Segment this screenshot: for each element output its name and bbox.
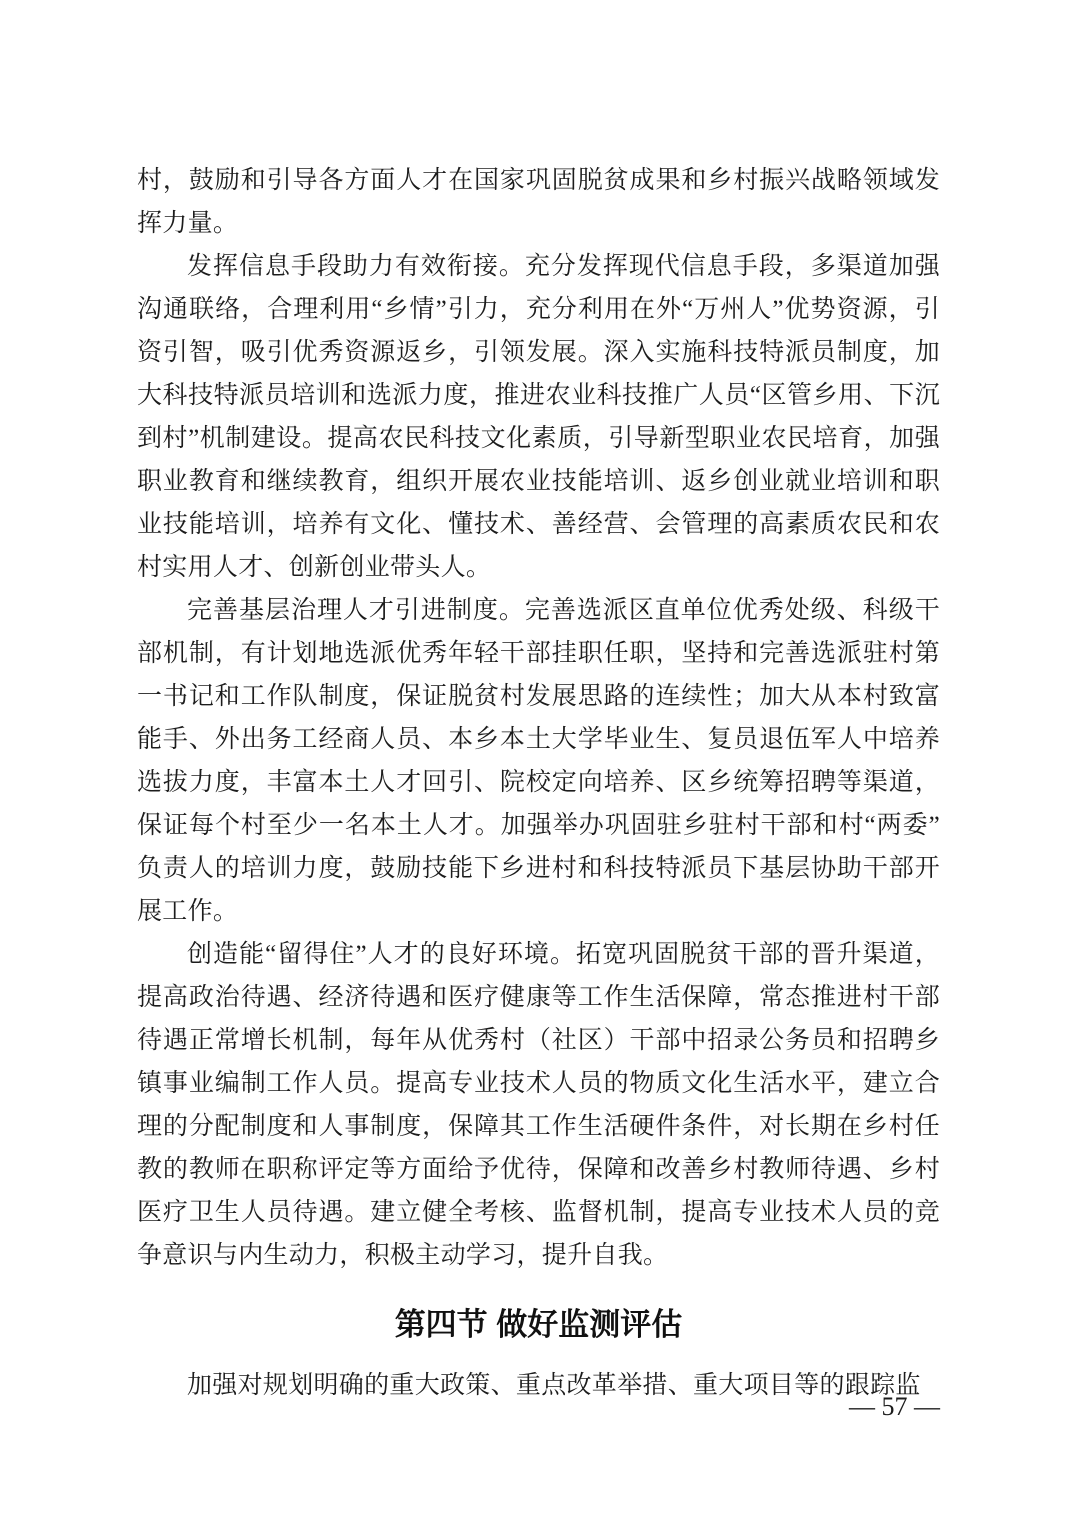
text-block — [137, 159, 940, 1407]
body-paragraph-grassroots-talent: 完善基层治理人才引进制度。完善选派区直单位优秀处级、科级干部机制，有计划地选派优秀年轻干部挂职任职，坚持和完善选派驻村第一书记和工作队制度，保证脱贫村发展思路的连续性；加大从本村致富能手、外出务工经商人员、本乡本土大学毕业生、复员退伍军人中培养选拔力度，丰富本土人才回引、院校定向培养、区乡统筹招聘等渠道，保证每个村至少一名本土人才。加强举办巩固驻乡驻村干部和村“两委”负责人的培训力度，鼓励技能下乡进村和科技特派员下基层协助干部开展工作。 — [137, 597, 940, 925]
body-paragraph-continuation: 村，鼓励和引导各方面人才在国家巩固脱贫成果和乡村振兴战略领域发挥力量。 — [137, 167, 940, 237]
body-paragraph-monitoring: 加强对规划明确的重大政策、重点改革举措、重大项目等的跟踪监 — [187, 1372, 921, 1399]
body-paragraph-retain-talent: 创造能“留得住”人才的良好环境。拓宽巩固脱贫干部的晋升渠道，提高政治待遇、经济待遇和医疗健康等工作生活保障，常态推进村干部待遇正常增长机制，每年从优秀村（社区）干部中招录公务员和招聘乡镇事业编制工作人员。提高专业技术人员的物质文化生活水平，建立合理的分配制度和人事制度，保障其工作生活硬件条件，对长期在乡村任教的教师在职称评定等方面给予优待，保障和改善乡村教师待遇、乡村医疗卫生人员待遇。建立健全考核、监督机制，提高专业技术人员的竞争意识与内生动力，积极主动学习，提升自我。 — [137, 941, 940, 1269]
section-heading: 第四节 做好监测评估 — [394, 1307, 683, 1342]
page-number: — 57 — — [849, 1392, 940, 1421]
body-paragraph-information-means: 发挥信息手段助力有效衔接。充分发挥现代信息手段，多渠道加强沟通联络，合理利用“乡情”引力，充分利用在外“万州人”优势资源，引资引智，吸引优秀资源返乡，引领发展。深入实施科技特派员制度，加大科技特派员培训和选派力度，推进农业科技推广人员“区管乡用、下沉到村”机制建设。提高农民科技文化素质，引导新型职业农民培育，加强职业教育和继续教育，组织开展农业技能培训、返乡创业就业培训和职业技能培训，培养有文化、懂技术、善经营、会管理的高素质农民和农村实用人才、创新创业带头人。 — [137, 253, 940, 581]
